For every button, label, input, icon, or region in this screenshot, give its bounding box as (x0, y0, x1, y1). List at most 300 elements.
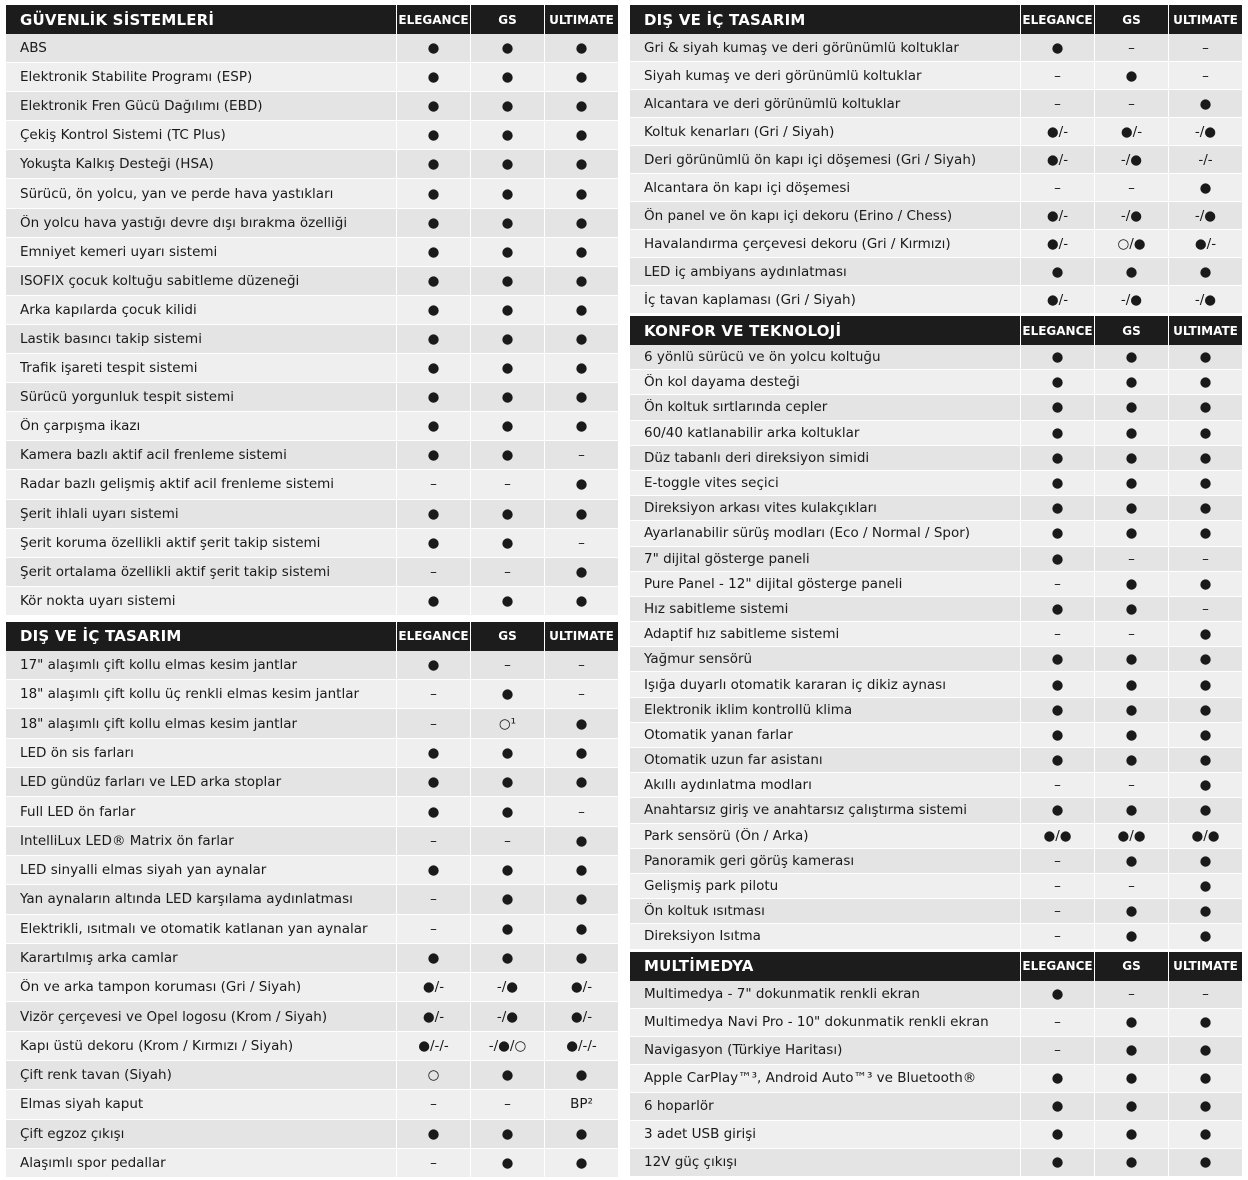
value-ultimate: – (544, 441, 618, 469)
feature-label: 6 hoparlör (644, 1098, 714, 1114)
table-row (630, 521, 1242, 546)
value-elegance: ● (1020, 698, 1094, 722)
feature-label: Gri & siyah kumaş ve deri görünümlü koltuklar (644, 39, 959, 56)
value-ultimate: ● (1168, 1009, 1242, 1036)
feature-label: Akıllı aydınlatma modları (644, 777, 812, 794)
value-elegance: ● (396, 441, 470, 469)
value-ultimate: ● (544, 92, 618, 120)
value-elegance: ● (396, 267, 470, 295)
feature-label: Ön koltuk ısıtması (644, 903, 765, 920)
section-header (630, 316, 1242, 345)
value-gs: ● (1094, 1009, 1168, 1036)
value-ultimate: -/● (1168, 118, 1242, 145)
value-elegance: ●/- (396, 973, 470, 1001)
table-row (6, 1061, 618, 1090)
table-row (630, 258, 1242, 286)
feature-label: Alaşımlı spor pedallar (20, 1155, 166, 1172)
feature-label: Lastik basıncı takip sistemi (20, 330, 202, 347)
value-gs: – (1094, 174, 1168, 201)
value-ultimate: ● (1168, 90, 1242, 117)
feature-label: Alcantara ve deri görünümlü koltuklar (644, 95, 901, 112)
value-elegance: ●/- (1020, 118, 1094, 145)
table-row (630, 773, 1242, 798)
feature-label: Otomatik uzun far asistanı (644, 752, 823, 769)
value-gs: ● (470, 296, 544, 324)
section-gu-venli-k-si-stemleri (6, 5, 618, 616)
feature-label: Siyah kumaş ve deri görünümlü koltuklar (644, 67, 922, 84)
table-row (630, 230, 1242, 258)
feature-label: Ön kol dayama desteği (644, 374, 800, 391)
feature-label: Yağmur sensörü (644, 651, 753, 668)
value-ultimate: – (1168, 62, 1242, 89)
value-elegance: ● (1020, 446, 1094, 470)
table-row (630, 345, 1242, 370)
feature-label: Emniyet kemeri uyarı sistemi (20, 243, 218, 260)
value-elegance: – (396, 885, 470, 913)
value-ultimate: ● (544, 739, 618, 767)
section-rows (630, 345, 1242, 950)
table-row (6, 651, 618, 680)
value-ultimate: ●/● (1168, 824, 1242, 848)
section-title: KONFOR VE TEKNOLOJİ (644, 321, 842, 340)
value-elegance: ● (396, 739, 470, 767)
value-gs: ● (1094, 258, 1168, 285)
value-gs: ● (470, 680, 544, 708)
value-ultimate: ● (544, 885, 618, 913)
feature-label: Işığa duyarlı otomatik kararan iç dikiz aynası (644, 676, 946, 693)
value-gs: ● (470, 63, 544, 91)
feature-label: LED ön sis farları (20, 744, 134, 761)
feature-label: 18" alaşımlı çift kollu elmas kesim jantlar (20, 715, 298, 732)
value-ultimate: ● (544, 558, 618, 586)
column-header-gs: GS (470, 5, 544, 34)
section-header (630, 952, 1242, 981)
table-row (6, 1149, 618, 1178)
feature-label: Karartılmış arka camlar (20, 949, 178, 966)
table-row (630, 698, 1242, 723)
value-elegance: ● (1020, 345, 1094, 369)
value-gs: ● (470, 34, 544, 62)
value-ultimate: ● (1168, 174, 1242, 201)
value-elegance: – (1020, 773, 1094, 797)
value-ultimate: -/- (1168, 146, 1242, 173)
feature-label: Yokuşta Kalkış Desteği (HSA) (20, 156, 214, 173)
table-row (6, 797, 618, 826)
feature-label: Şerit ihlali uyarı sistemi (20, 505, 179, 522)
table-row (630, 174, 1242, 202)
value-elegance: ● (1020, 748, 1094, 772)
feature-label: Elektronik Fren Gücü Dağılımı (EBD) (20, 98, 263, 115)
column-header-elegance: ELEGANCE (1020, 952, 1094, 981)
table-row (6, 709, 618, 738)
value-elegance: ● (1020, 421, 1094, 445)
feature-label: Elmas siyah kaput (20, 1096, 144, 1113)
table-row (6, 267, 618, 296)
feature-label: 6 yönlü sürücü ve ön yolcu koltuğu (644, 349, 881, 366)
table-row (6, 558, 618, 587)
value-ultimate: ● (544, 856, 618, 884)
value-ultimate: ● (544, 470, 618, 498)
table-row (630, 874, 1242, 899)
value-elegance: ● (396, 768, 470, 796)
value-ultimate: ● (544, 121, 618, 149)
feature-label: 17" alaşımlı çift kollu elmas kesim jantlar (20, 657, 298, 674)
value-gs: ● (1094, 395, 1168, 419)
value-gs: ● (470, 797, 544, 825)
value-elegance: ● (1020, 34, 1094, 61)
value-elegance: – (1020, 874, 1094, 898)
value-gs: ● (1094, 345, 1168, 369)
table-row (630, 1009, 1242, 1037)
value-gs: – (470, 1090, 544, 1118)
table-row (630, 286, 1242, 314)
value-elegance: ● (396, 63, 470, 91)
value-ultimate: ● (544, 1061, 618, 1089)
value-ultimate: ● (1168, 748, 1242, 772)
value-gs: ○¹ (470, 709, 544, 737)
section-rows (6, 651, 618, 1178)
value-gs: -/● (470, 1002, 544, 1030)
value-elegance: ● (1020, 496, 1094, 520)
value-gs: ● (1094, 748, 1168, 772)
value-ultimate: ● (1168, 446, 1242, 470)
feature-label: Adaptif hız sabitleme sistemi (644, 626, 840, 643)
value-elegance: ● (396, 121, 470, 149)
value-elegance: ● (396, 412, 470, 440)
value-ultimate: ● (544, 587, 618, 615)
value-gs: – (1094, 547, 1168, 571)
value-elegance: ●/- (396, 1002, 470, 1030)
value-gs: ● (470, 238, 544, 266)
value-elegance: ●/- (1020, 230, 1094, 257)
value-gs: ● (1094, 899, 1168, 923)
feature-label: Şerit koruma özellikli aktif şerit takip sistemi (20, 534, 321, 551)
feature-label: Pure Panel - 12" dijital gösterge paneli (644, 575, 903, 592)
table-row (6, 768, 618, 797)
value-ultimate: ●/-/- (544, 1032, 618, 1060)
value-ultimate: ●/- (544, 1002, 618, 1030)
table-row (630, 1037, 1242, 1065)
value-elegance: ● (1020, 1149, 1094, 1176)
value-ultimate: – (544, 797, 618, 825)
feature-label: 18" alaşımlı çift kollu üç renkli elmas kesim jantlar (20, 686, 360, 703)
feature-label: 60/40 katlanabilir arka koltuklar (644, 424, 860, 441)
table-row (6, 179, 618, 208)
value-gs: ● (470, 768, 544, 796)
value-ultimate: ● (1168, 1065, 1242, 1092)
section-header (630, 5, 1242, 34)
feature-label: İç tavan kaplaması (Gri / Siyah) (644, 291, 856, 308)
table-row (6, 238, 618, 267)
value-ultimate: ● (1168, 672, 1242, 696)
feature-label: Trafik işareti tespit sistemi (20, 360, 198, 377)
value-elegance: ● (1020, 1121, 1094, 1148)
value-ultimate: ● (1168, 798, 1242, 822)
section-title: MULTİMEDYA (644, 957, 754, 975)
value-ultimate: ● (544, 209, 618, 237)
value-ultimate: ● (1168, 1121, 1242, 1148)
value-elegance: ● (396, 944, 470, 972)
feature-label: Ayarlanabilir sürüş modları (Eco / Normal / Spor) (644, 525, 971, 542)
value-elegance: – (396, 1149, 470, 1177)
value-ultimate: ● (544, 383, 618, 411)
value-gs: ● (1094, 1149, 1168, 1176)
column-header-elegance: ELEGANCE (1020, 316, 1094, 345)
value-gs: ● (1094, 672, 1168, 696)
section-rows (630, 34, 1242, 314)
table-row (630, 572, 1242, 597)
table-row (630, 1149, 1242, 1177)
table-row (6, 915, 618, 944)
feature-label: IntelliLux LED® Matrix ön farlar (20, 832, 234, 849)
value-ultimate: ● (1168, 723, 1242, 747)
table-row (630, 62, 1242, 90)
value-elegance: ●/- (1020, 286, 1094, 313)
value-gs: ● (470, 412, 544, 440)
column-header-elegance: ELEGANCE (1020, 5, 1094, 34)
value-elegance: – (1020, 1037, 1094, 1064)
value-ultimate: ● (544, 412, 618, 440)
value-ultimate: ● (1168, 521, 1242, 545)
value-elegance: – (1020, 90, 1094, 117)
table-row (630, 924, 1242, 949)
value-elegance: ● (1020, 1065, 1094, 1092)
feature-label: Park sensörü (Ön / Arka) (644, 827, 809, 844)
table-row (630, 899, 1242, 924)
value-elegance: ● (396, 296, 470, 324)
value-ultimate: ● (1168, 258, 1242, 285)
value-elegance: ● (396, 797, 470, 825)
value-elegance: ● (1020, 471, 1094, 495)
table-row (6, 587, 618, 616)
feature-label: Kapı üstü dekoru (Krom / Kırmızı / Siyah) (20, 1037, 294, 1054)
value-elegance: – (1020, 174, 1094, 201)
value-gs: – (470, 470, 544, 498)
value-elegance: ●/- (1020, 146, 1094, 173)
value-ultimate: ● (1168, 496, 1242, 520)
value-elegance: – (1020, 849, 1094, 873)
value-gs: ● (470, 529, 544, 557)
table-row (630, 849, 1242, 874)
feature-label: Elektrikli, ısıtmalı ve otomatik katlanan yan aynalar (20, 920, 368, 937)
value-gs: ● (1094, 798, 1168, 822)
column-header-ultimate: ULTIMATE (1168, 316, 1242, 345)
value-ultimate: ● (544, 63, 618, 91)
section-rows (6, 34, 618, 616)
table-row (6, 500, 618, 529)
value-gs: ● (1094, 421, 1168, 445)
feature-label: ISOFIX çocuk koltuğu sabitleme düzeneği (20, 272, 300, 289)
feature-label: Alcantara ön kapı içi döşemesi (644, 179, 851, 196)
left-column (6, 5, 618, 1178)
feature-label: Full LED ön farlar (20, 803, 136, 820)
value-elegance: – (1020, 1009, 1094, 1036)
table-row (6, 827, 618, 856)
section-header (6, 5, 618, 34)
feature-label: E-toggle vites seçici (644, 475, 779, 492)
value-elegance: ●/- (1020, 202, 1094, 229)
feature-label: Ön yolcu hava yastığı devre dışı bırakma özelliği (20, 214, 348, 231)
value-gs: – (1094, 874, 1168, 898)
value-ultimate: ● (544, 296, 618, 324)
value-ultimate: ● (1168, 874, 1242, 898)
column-header-ultimate: ULTIMATE (544, 5, 618, 34)
section-konfor-ve-teknoloji (630, 316, 1242, 950)
feature-label: Apple CarPlay™³, Android Auto™³ ve Bluetooth® (644, 1070, 977, 1086)
value-ultimate: ● (1168, 773, 1242, 797)
value-gs: – (1094, 773, 1168, 797)
value-elegance: ● (396, 856, 470, 884)
feature-label: Panoramik geri görüş kamerası (644, 852, 855, 869)
feature-label: 7" dijital gösterge paneli (644, 550, 810, 567)
table-row (630, 446, 1242, 471)
value-gs: ● (1094, 471, 1168, 495)
value-elegance: – (396, 470, 470, 498)
feature-label: Deri görünümlü ön kapı içi döşemesi (Gri / Siyah) (644, 151, 977, 168)
table-row (6, 1032, 618, 1061)
value-gs: ● (470, 1061, 544, 1089)
value-gs: ● (1094, 849, 1168, 873)
feature-label: Ön koltuk sırtlarında cepler (644, 399, 828, 416)
section-multi-medya (630, 952, 1242, 1177)
value-gs: ● (470, 267, 544, 295)
table-row (6, 680, 618, 709)
table-row (6, 470, 618, 499)
feature-label: LED sinyalli elmas siyah yan aynalar (20, 862, 267, 879)
feature-label: Sürücü, ön yolcu, yan ve perde hava yastıkları (20, 185, 334, 202)
value-gs: ● (470, 1149, 544, 1177)
value-ultimate: ● (1168, 1093, 1242, 1120)
feature-label: Anahtarsız giriş ve anahtarsız çalıştırma sistemi (644, 802, 967, 819)
table-row (6, 92, 618, 121)
value-gs: ● (470, 441, 544, 469)
feature-label: Çift renk tavan (Siyah) (20, 1067, 172, 1084)
value-ultimate: ● (544, 34, 618, 62)
table-row (6, 973, 618, 1002)
table-row (630, 202, 1242, 230)
value-elegance: ● (1020, 395, 1094, 419)
table-row (630, 1121, 1242, 1149)
feature-label: Elektronik Stabilite Programı (ESP) (20, 69, 253, 86)
value-elegance: – (396, 558, 470, 586)
value-elegance: ● (396, 383, 470, 411)
value-ultimate: ● (1168, 395, 1242, 419)
value-gs: – (470, 651, 544, 679)
value-gs: – (1094, 34, 1168, 61)
value-gs: ● (1094, 647, 1168, 671)
column-header-ultimate: ULTIMATE (544, 622, 618, 651)
value-gs: ● (1094, 1065, 1168, 1092)
value-gs: ○/● (1094, 230, 1168, 257)
value-elegance: ● (1020, 798, 1094, 822)
table-row (6, 1090, 618, 1119)
table-row (6, 1002, 618, 1031)
table-row (630, 471, 1242, 496)
value-ultimate: – (1168, 34, 1242, 61)
value-gs: ● (470, 587, 544, 615)
value-gs: ● (470, 383, 544, 411)
value-gs: ● (1094, 1037, 1168, 1064)
feature-label: Sürücü yorgunluk tespit sistemi (20, 389, 235, 406)
feature-label: Çekiş Kontrol Sistemi (TC Plus) (20, 127, 226, 144)
right-column (630, 5, 1242, 1177)
feature-label: LED gündüz farları ve LED arka stoplar (20, 774, 282, 791)
value-gs: ● (1094, 1093, 1168, 1120)
value-elegance: – (1020, 62, 1094, 89)
value-ultimate: ● (544, 238, 618, 266)
value-elegance: – (1020, 572, 1094, 596)
feature-label: Düz tabanlı deri direksiyon simidi (644, 449, 870, 466)
value-ultimate: ● (544, 1149, 618, 1177)
value-ultimate: – (544, 680, 618, 708)
value-gs: ● (1094, 62, 1168, 89)
table-row (630, 146, 1242, 174)
value-ultimate: BP² (544, 1090, 618, 1118)
feature-label: Yan aynaların altında LED karşılama aydınlatması (20, 891, 353, 908)
table-row (630, 118, 1242, 146)
table-row (6, 1120, 618, 1149)
value-gs: ● (470, 739, 544, 767)
section-header (6, 622, 618, 651)
table-row (630, 748, 1242, 773)
feature-label: Ön çarpışma ikazı (20, 418, 141, 435)
section-title: DIŞ VE İÇ TASARIM (20, 627, 182, 646)
value-elegance: – (396, 709, 470, 737)
value-ultimate: ● (544, 827, 618, 855)
value-ultimate: ● (1168, 849, 1242, 873)
value-gs: – (1094, 622, 1168, 646)
value-elegance: – (1020, 899, 1094, 923)
value-elegance: ● (1020, 370, 1094, 394)
feature-label: Elektronik iklim kontrollü klima (644, 701, 853, 718)
feature-label: 12V güç çıkışı (644, 1154, 738, 1170)
value-gs: -/● (1094, 286, 1168, 313)
feature-label: Otomatik yanan farlar (644, 726, 793, 743)
value-elegance: ● (396, 325, 470, 353)
value-elegance: ● (396, 587, 470, 615)
table-row (6, 441, 618, 470)
value-ultimate: ● (544, 354, 618, 382)
table-row (6, 209, 618, 238)
value-gs: ● (470, 500, 544, 528)
value-gs: – (1094, 981, 1168, 1008)
column-header-elegance: ELEGANCE (396, 5, 470, 34)
value-elegance: – (396, 827, 470, 855)
value-elegance: – (1020, 924, 1094, 948)
table-row (630, 672, 1242, 697)
table-row (630, 547, 1242, 572)
column-header-ultimate: ULTIMATE (1168, 952, 1242, 981)
value-ultimate: ● (1168, 647, 1242, 671)
value-ultimate: ● (544, 500, 618, 528)
value-gs: -/● (1094, 202, 1168, 229)
value-elegance: ● (396, 34, 470, 62)
value-elegance: ● (1020, 597, 1094, 621)
feature-label: Arka kapılarda çocuk kilidi (20, 301, 197, 318)
value-elegance: – (396, 1090, 470, 1118)
value-ultimate: – (1168, 547, 1242, 571)
value-ultimate: ● (1168, 1037, 1242, 1064)
table-row (6, 63, 618, 92)
table-row (630, 421, 1242, 446)
value-gs: – (470, 827, 544, 855)
table-row (630, 1065, 1242, 1093)
value-elegance: – (1020, 622, 1094, 646)
value-elegance: – (396, 915, 470, 943)
value-gs: ● (470, 885, 544, 913)
value-gs: ● (1094, 496, 1168, 520)
value-ultimate: ●/- (1168, 230, 1242, 257)
